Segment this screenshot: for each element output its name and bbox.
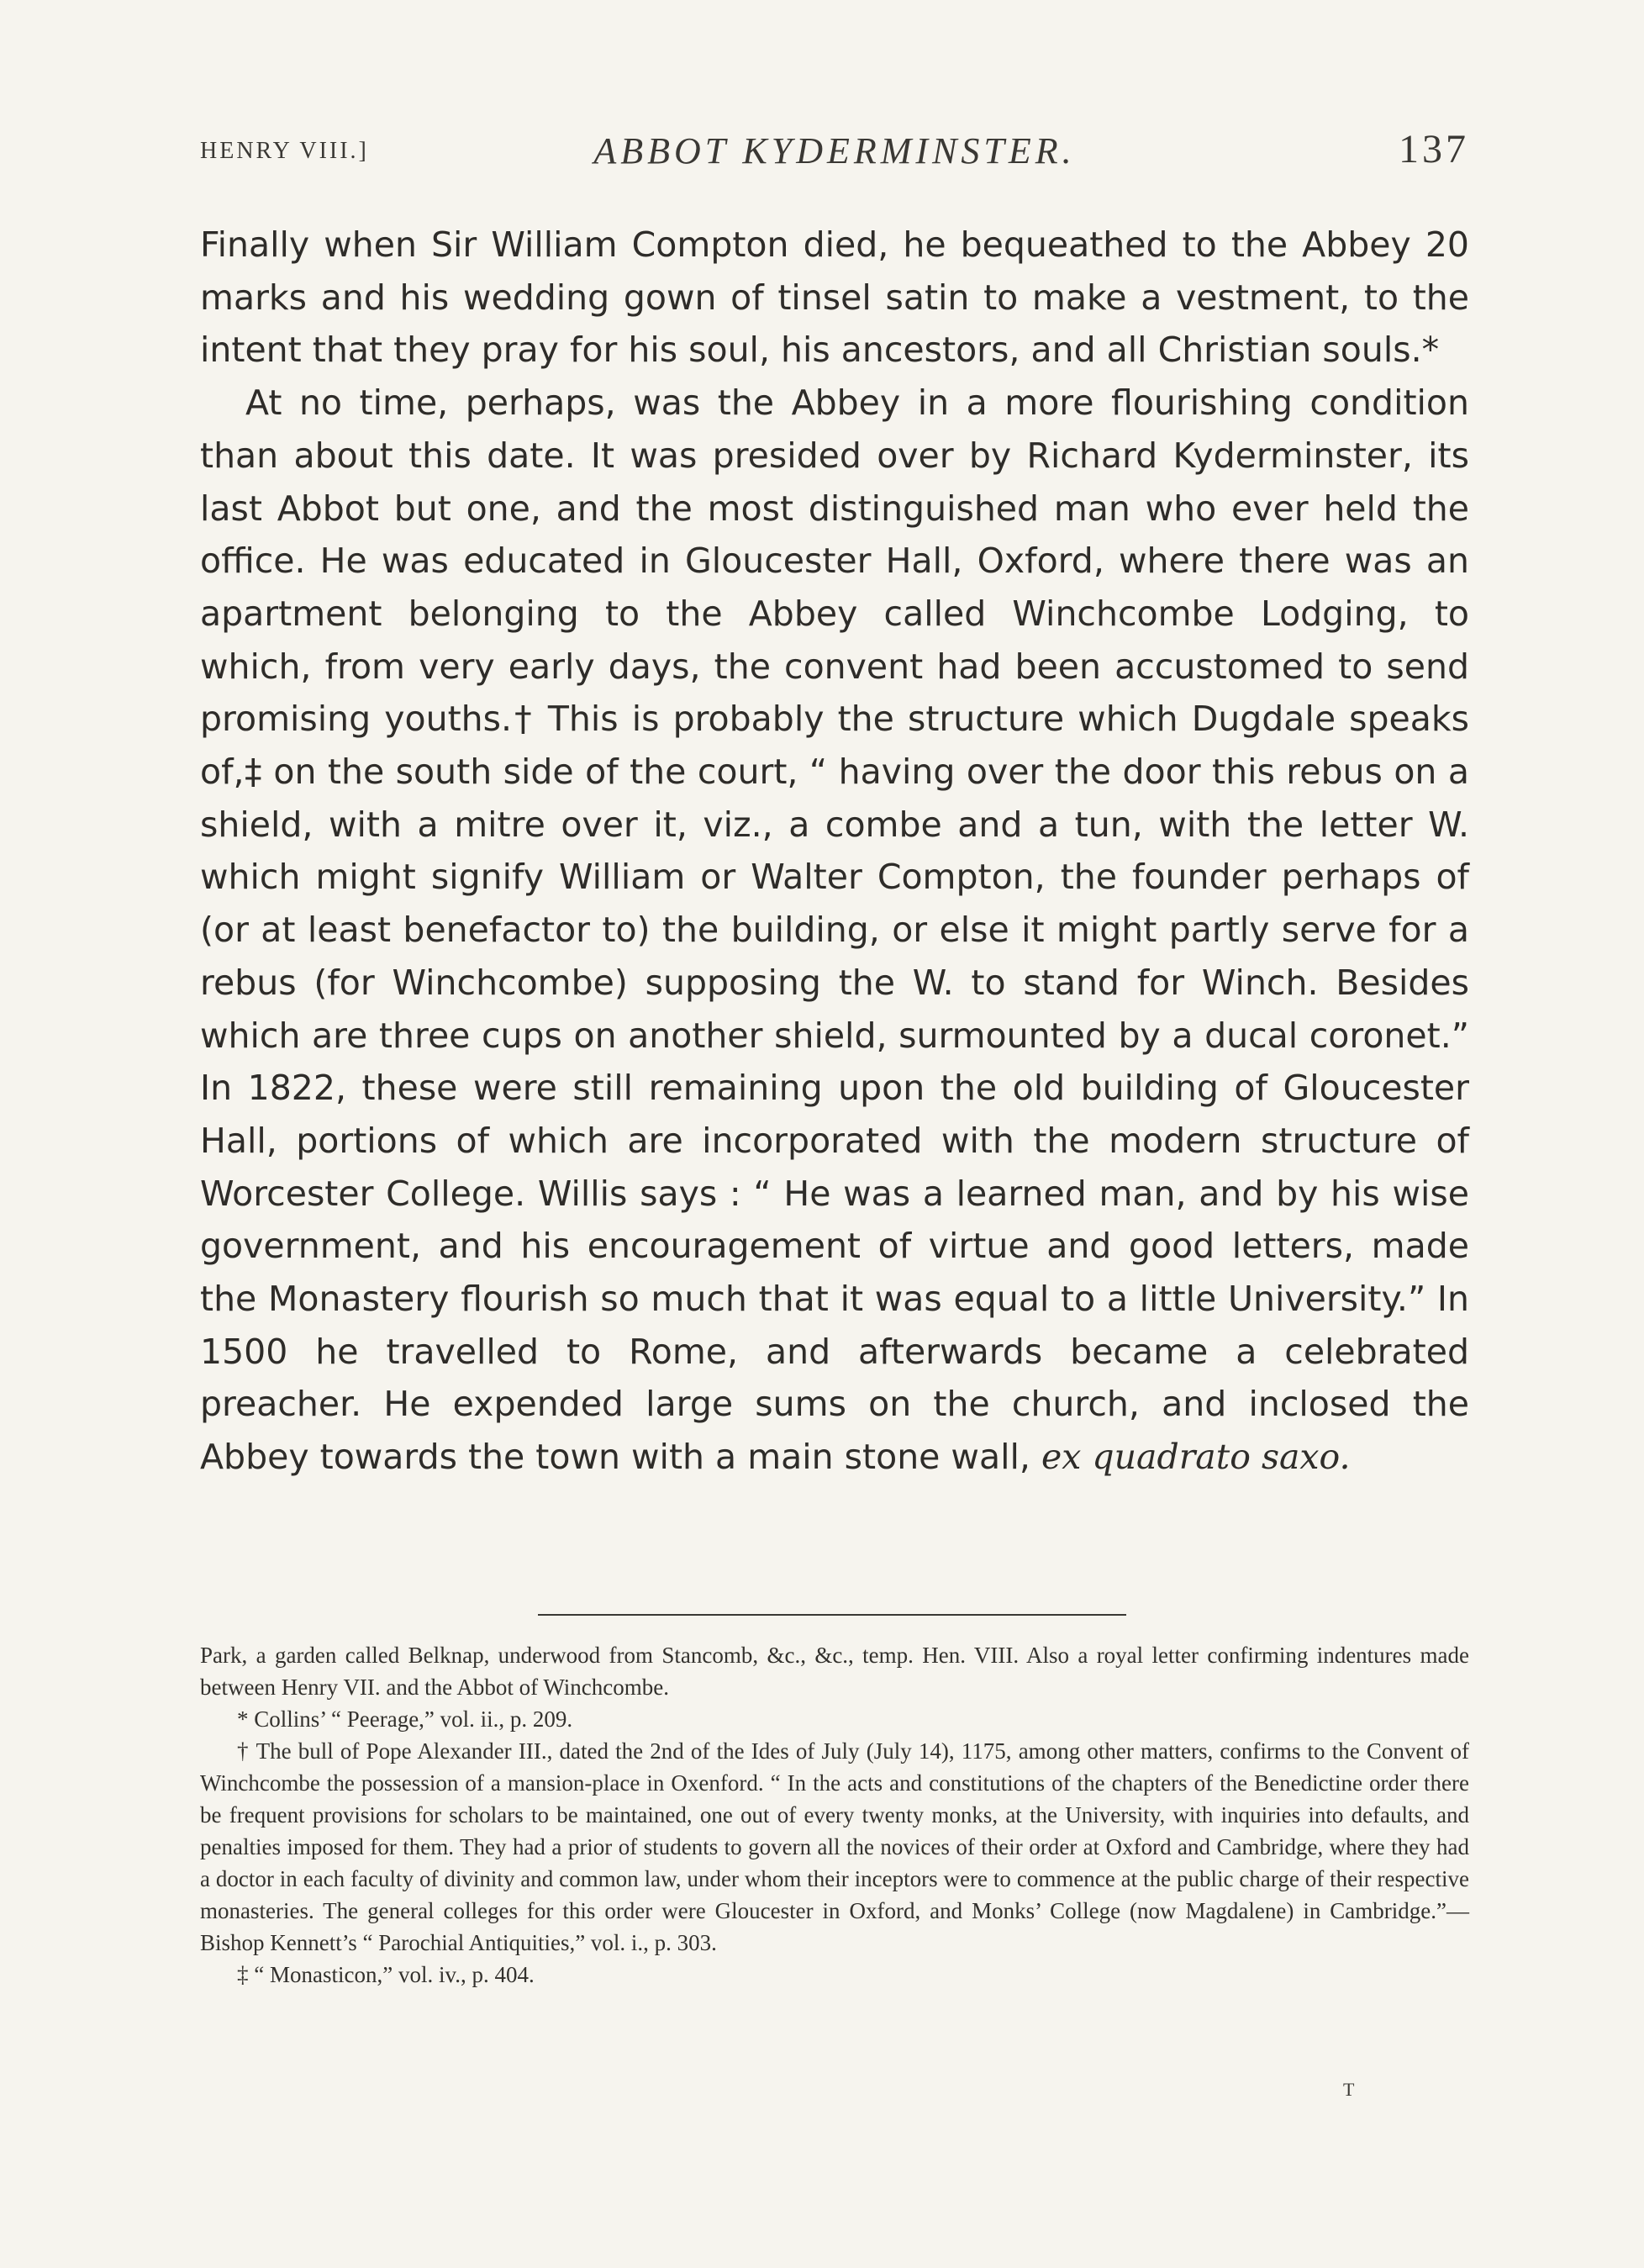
- paragraph-abbot-kyderminster-text: At no time, perhaps, was the Abbey in a more flourishing condition than about this date. It was presided over by Richard Kyderminster, its last Abbot but one, and the most distinguished man who ever held the office. He was educated in Gloucester Hall, Oxford, where there was an apartment belonging to the Abbey called Winchcombe Lodging, to which, from very early days, the convent had been accustomed to send promising youths.† This is probably the structure which Dugdale speaks of,‡ on the south side of the court, “ having over the door this rebus on a shield, with a mitre over it, viz., a combe and a tun, with the letter W. which might signify William or Walter Compton, the founder perhaps of (or at least benefactor to) the building, or else it might partly serve for a rebus (for Winchcombe) supposing the W. to stand for Winch. Besides which are three cups on another shield, surmounted by a ducal coronet.” In 1822, these were still remaining upon the old building of Gloucester Hall, portions of which are incorporated with the modern structure of Worcester College. Willis says : “ He was a learned man, and by his wise government, and his encouragement of virtue and good letters, made the Monastery flourish so much that it was equal to a little University.” In 1500 he travelled to Rome, and afterwards became a celebrated preacher. He expended large sums on the church, and inclosed the Abbey towards the town with a main stone wall,: [200, 382, 1469, 1478]
- main-text: [200, 219, 1469, 1484]
- running-head-reign: HENRY VIII.]: [200, 138, 369, 164]
- running-head-title: ABBOT KYDERMINSTER.: [593, 130, 1076, 171]
- footnote-continuation: Park, a garden called Belknap, underwood from Stancomb, &c., &c., temp. Hen. VIII. Also a royal letter confirming indentures made between Henry VII. and the Abbot of Winchcombe.: [200, 1643, 1469, 1700]
- signature-mark: T: [1343, 2079, 1357, 2100]
- footnote-rule: [538, 1614, 1126, 1616]
- latin-phrase: ex quadrato saxo.: [1041, 1437, 1351, 1478]
- paragraph-abbot-kyderminster: [200, 377, 1469, 1484]
- running-head: [200, 126, 1469, 185]
- footnote-dagger: † The bull of Pope Alexander III., dated the 2nd of the Ides of July (July 14), 1175, among other matters, confirms to the Convent of Winchcombe the possession of a mansion-place in Oxenford. “ In the acts and constitutions of the chapters of the Benedictine order there be frequent provisions for scholars to be maintained, one out of every twenty monks, at the University, with inquiries into defaults, and penalties imposed for them. They had a prior of students to govern all the novices of their order at Oxford and Cambridge, where they had a doctor in each faculty of divinity and common law, under whom their inceptors were to commence at the public charge of their respective monasteries. The general colleges for this order were Gloucester in Oxford, and Monks’ College (now Magdalene) in Cambridge.”— Bishop Kennett’s “ Parochial Antiquities,” vol. i., p. 303.: [200, 1738, 1469, 1955]
- footnote-asterisk: * Collins’ “ Peerage,” vol. ii., p. 209.: [237, 1706, 573, 1732]
- page-number: 137: [1399, 127, 1469, 171]
- footnotes: [200, 1639, 1469, 1991]
- paragraph-compton-bequest: Finally when Sir William Compton died, he bequeathed to the Abbey 20 marks and his wedding gown of tinsel satin to make a vestment, to the intent that they pray for his soul, his ancestors, and all Christian souls.*: [200, 224, 1469, 371]
- footnote-double-dagger: ‡ “ Monasticon,” vol. iv., p. 404.: [237, 1962, 535, 1987]
